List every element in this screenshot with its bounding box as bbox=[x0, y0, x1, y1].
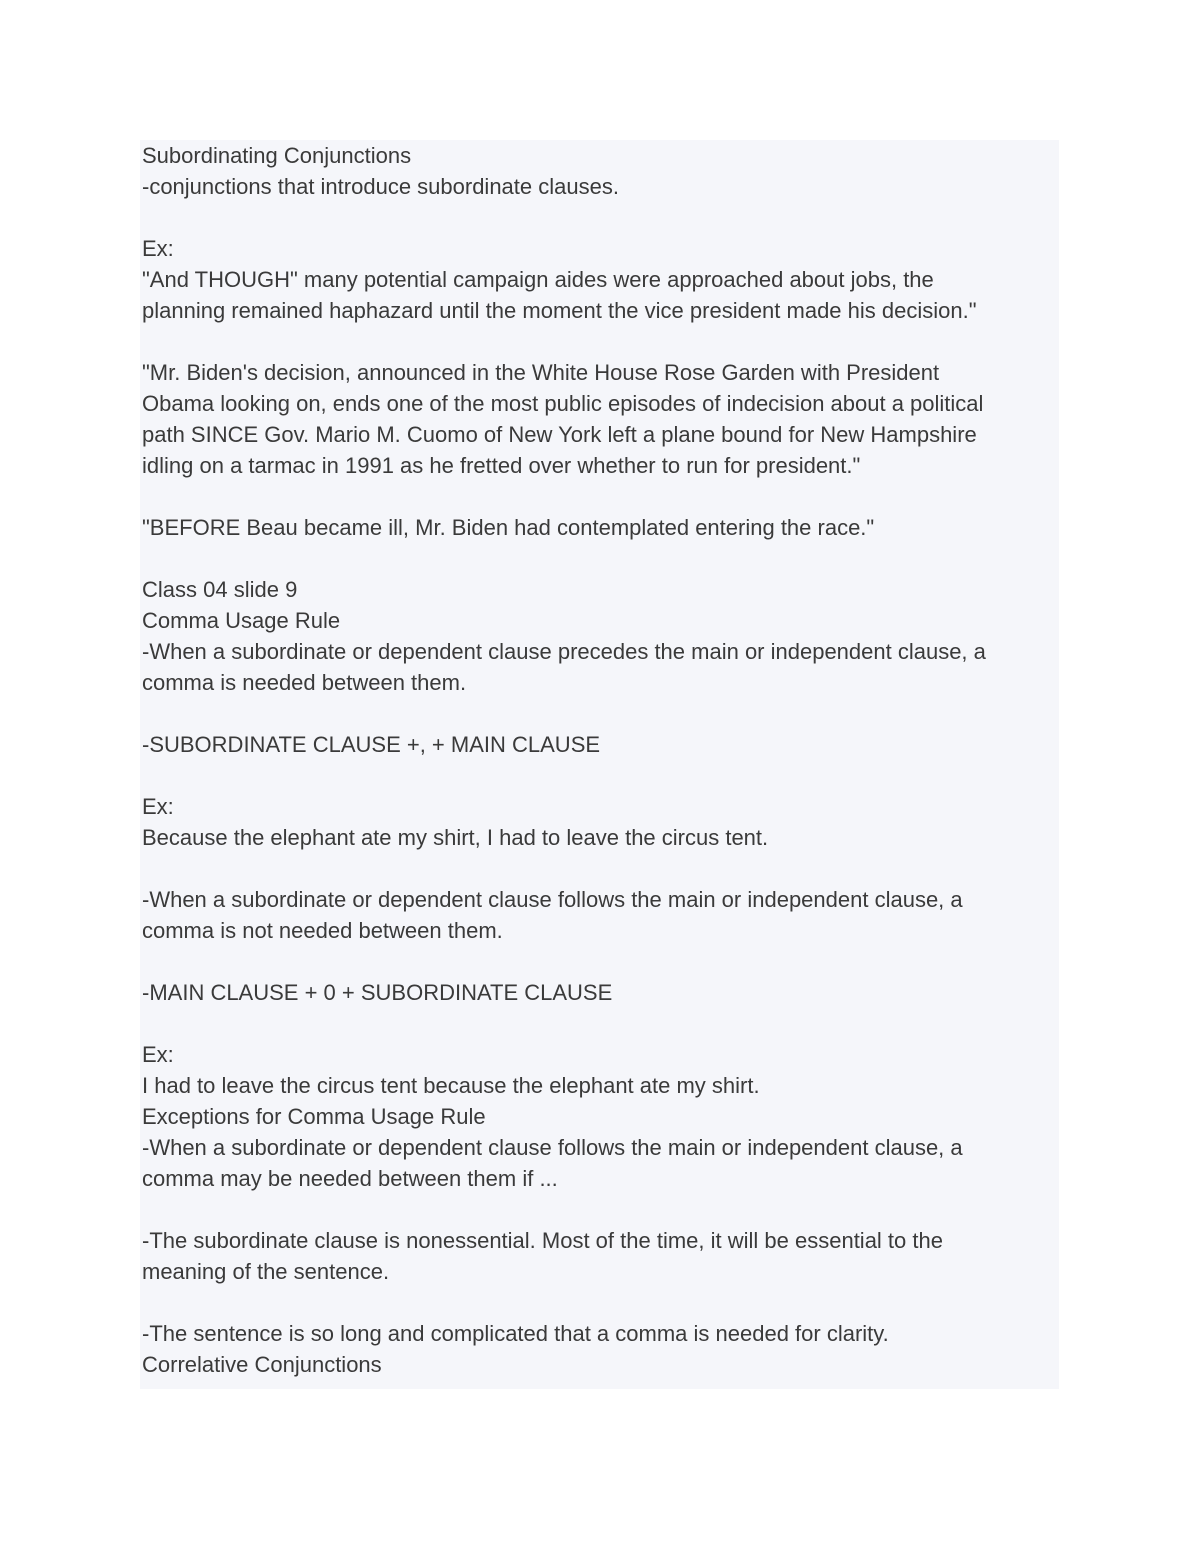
blank-line bbox=[142, 853, 1059, 884]
blank-line bbox=[142, 1194, 1059, 1225]
example-label: Ex: bbox=[142, 794, 174, 819]
quote-though-line-1: "And THOUGH" many potential campaign aides were approached about jobs, the bbox=[142, 267, 934, 292]
blank-line bbox=[142, 1008, 1059, 1039]
rule-precedes-line-2: comma is needed between them. bbox=[142, 670, 467, 695]
note-content-block bbox=[140, 140, 1059, 1389]
blank-line bbox=[142, 326, 1059, 357]
blank-line bbox=[142, 543, 1059, 574]
blank-line bbox=[142, 202, 1059, 233]
quote-since-line-1: "Mr. Biden's decision, announced in the White House Rose Garden with President bbox=[142, 360, 940, 385]
example-label: Ex: bbox=[142, 1042, 174, 1067]
formula-subordinate-first: -SUBORDINATE CLAUSE +, + MAIN CLAUSE bbox=[142, 732, 601, 757]
definition-line: -conjunctions that introduce subordinate clauses. bbox=[142, 174, 619, 199]
rule-follows-line-1: -When a subordinate or dependent clause follows the main or independent clause, a bbox=[142, 887, 963, 912]
blank-line bbox=[142, 946, 1059, 977]
exception-nonessential-line-1: -The subordinate clause is nonessential. Most of the time, it will be essential to the bbox=[142, 1228, 943, 1253]
quote-before-line: "BEFORE Beau became ill, Mr. Biden had contemplated entering the race." bbox=[142, 515, 875, 540]
blank-line bbox=[142, 698, 1059, 729]
heading-correlative-conjunctions: Correlative Conjunctions bbox=[142, 1352, 382, 1377]
quote-since-line-4: idling on a tarmac in 1991 as he fretted over whether to run for president." bbox=[142, 453, 861, 478]
exception-nonessential-line-2: meaning of the sentence. bbox=[142, 1259, 390, 1284]
example-sentence-elephant-2: I had to leave the circus tent because the elephant ate my shirt. bbox=[142, 1073, 760, 1098]
heading-exceptions: Exceptions for Comma Usage Rule bbox=[142, 1104, 486, 1129]
rule-follows-line-2: comma is not needed between them. bbox=[142, 918, 503, 943]
quote-since-line-3: path SINCE Gov. Mario M. Cuomo of New York left a plane bound for New Hampshire bbox=[142, 422, 977, 447]
exception-intro-line-1: -When a subordinate or dependent clause follows the main or independent clause, a bbox=[142, 1135, 963, 1160]
example-label: Ex: bbox=[142, 236, 174, 261]
exception-clarity-line: -The sentence is so long and complicated that a comma is needed for clarity. bbox=[142, 1321, 889, 1346]
heading-comma-usage-rule: Comma Usage Rule bbox=[142, 608, 341, 633]
blank-line bbox=[142, 1287, 1059, 1318]
heading-subordinating-conjunctions: Subordinating Conjunctions bbox=[142, 143, 412, 168]
blank-line bbox=[142, 760, 1059, 791]
class-slide-reference: Class 04 slide 9 bbox=[142, 577, 298, 602]
exception-intro-line-2: comma may be needed between them if ... bbox=[142, 1166, 558, 1191]
blank-line bbox=[142, 481, 1059, 512]
quote-since-line-2: Obama looking on, ends one of the most public episodes of indecision about a political bbox=[142, 391, 984, 416]
example-sentence-elephant-1: Because the elephant ate my shirt, I had to leave the circus tent. bbox=[142, 825, 769, 850]
formula-main-first: -MAIN CLAUSE + 0 + SUBORDINATE CLAUSE bbox=[142, 980, 613, 1005]
quote-though-line-2: planning remained haphazard until the moment the vice president made his decision." bbox=[142, 298, 977, 323]
rule-precedes-line-1: -When a subordinate or dependent clause precedes the main or independent clause, a bbox=[142, 639, 986, 664]
